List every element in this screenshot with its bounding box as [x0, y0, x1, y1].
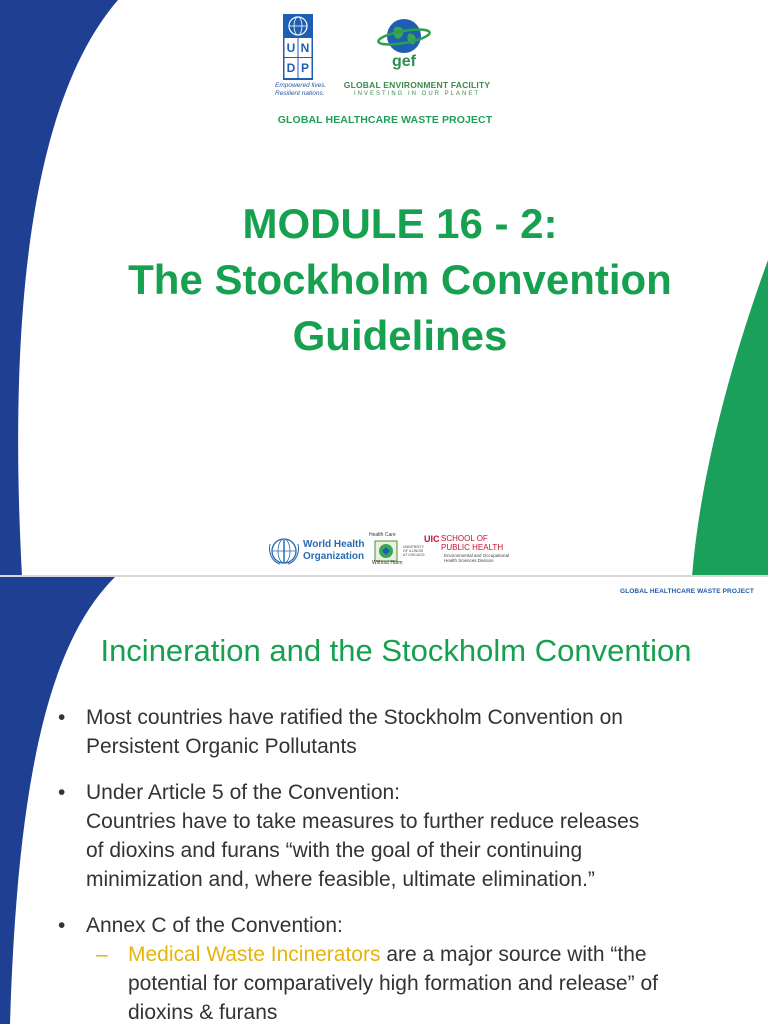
dash-marker: –: [96, 943, 108, 966]
project-title-small: GLOBAL HEALTHCARE WASTE PROJECT: [620, 588, 754, 595]
module-title-line-1: MODULE 16 - 2:: [242, 200, 558, 247]
hcwh-top-text: Health Care: [369, 532, 396, 538]
undp-letter-u: U: [286, 41, 296, 55]
bullet-marker: •: [58, 706, 66, 729]
bullet-item: • Most countries have ratified the Stockholm Convention on Persistent Organic Pollutants: [58, 703, 738, 761]
who-logo-text: World Health Organization: [303, 539, 365, 562]
bullet-marker: •: [58, 781, 66, 804]
undp-letter-n: N: [300, 41, 310, 55]
undp-logo: [283, 14, 313, 80]
gef-wordmark: gef: [392, 53, 416, 70]
gef-name: GLOBAL ENVIRONMENT FACILITY: [343, 80, 491, 90]
undp-tagline: Empowered lives. Resilient nations.: [275, 82, 327, 97]
gef-subtitle: INVESTING IN OUR PLANET: [353, 91, 480, 97]
uic-university-text: UNIVERSITY OF ILLINOIS AT CHICAGO: [403, 545, 425, 557]
bullet-marker: •: [58, 914, 66, 937]
highlighted-term: Medical Waste Incinerators: [128, 943, 381, 966]
bullet-item: • Annex C of the Convention: – Medical Waste Incinerators are a major source with “the potential for comparatively high formation and release” of dioxins & furans: [58, 911, 738, 1024]
uic-school-text: SCHOOL OF PUBLIC HEALTH: [441, 534, 504, 552]
content-slide: [0, 577, 768, 1024]
module-title-line-3: Guidelines: [292, 312, 508, 359]
undp-letter-d: D: [286, 61, 296, 75]
bullet-list: [58, 703, 738, 1024]
bullet-item: • Under Article 5 of the Convention: Countries have to take measures to further reduce releases of dioxins and furans “with the goal of their continuing minimization and, where feasible, ultimate elimination.”: [58, 778, 738, 894]
project-title: GLOBAL HEALTHCARE WASTE PROJECT: [277, 114, 493, 126]
module-title: [40, 196, 760, 364]
slide-title: Incineration and the Stockholm Convention: [100, 633, 692, 668]
undp-letter-p: P: [300, 61, 310, 75]
who-emblem-icon: [268, 536, 300, 566]
sub-bullet-item: – Medical Waste Incinerators are a major source with “the potential for comparatively high formation and release” of dioxins & furans: [96, 940, 738, 1024]
hcwh-bottom-text: Without Harm: [372, 560, 403, 566]
module-title-line-2: The Stockholm Convention: [128, 256, 672, 303]
uic-division-text: Environmental and Occupational Health Sciences Division: [444, 553, 510, 563]
gef-globe-logo: [376, 14, 432, 70]
uic-mark: UIC: [424, 534, 440, 544]
